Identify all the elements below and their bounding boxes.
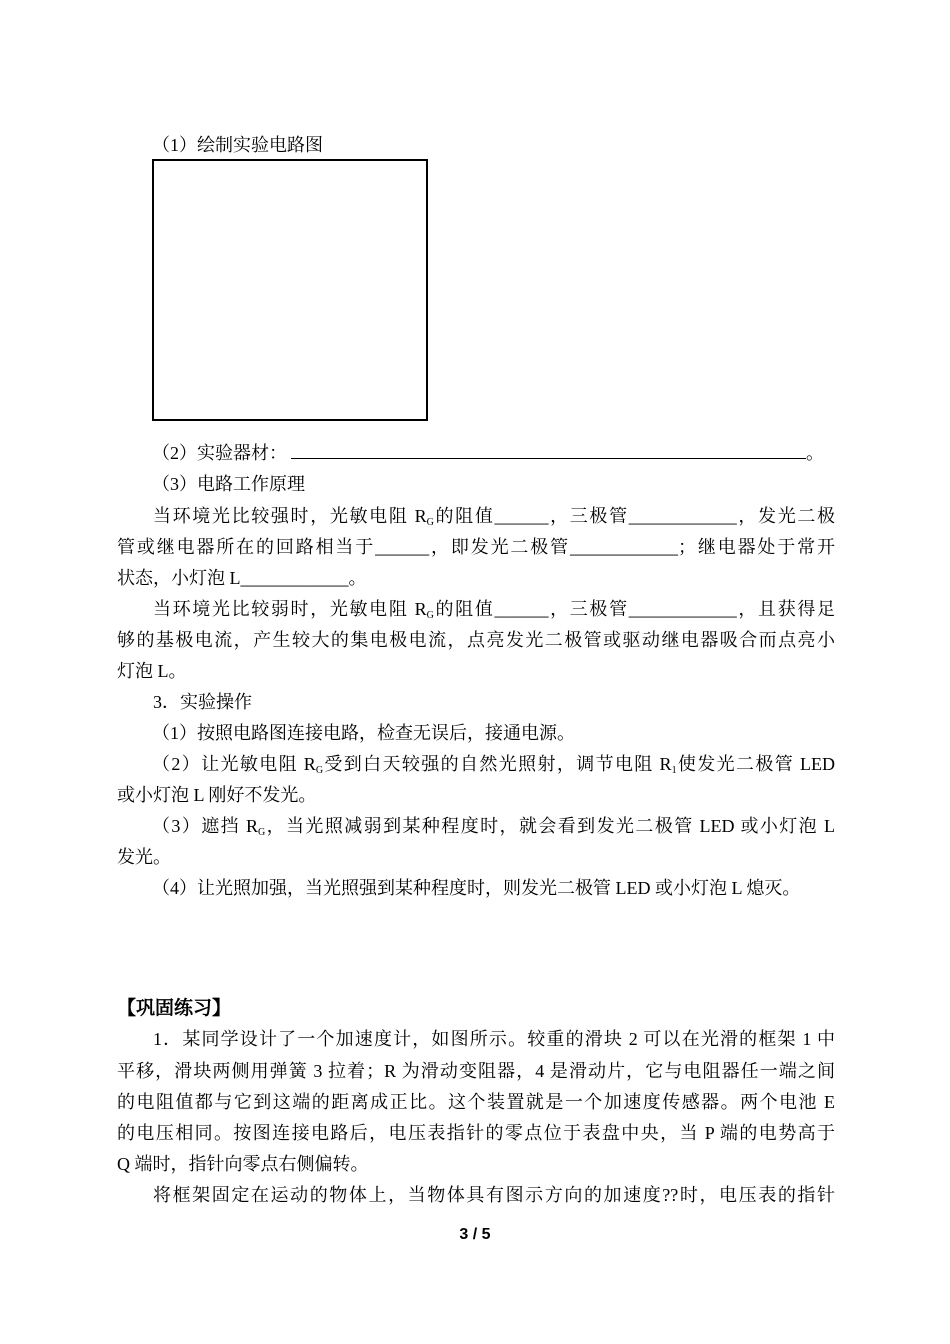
subscript: G xyxy=(426,517,434,528)
text-segment: 管或继电器所在的回路相当于______，即发光二极管____________；继电器处于常开 xyxy=(117,537,835,557)
text-segment: 当环境光比较弱时，光敏电阻 R xyxy=(153,599,427,619)
text-segment: 的电阻值都与它到这端的距离成正比。这个装置就是一个加速度传感器。两个电池 E xyxy=(117,1092,835,1112)
text-segment: 将框架固定在运动的物体上，当物体具有图示方向的加速度??时，电压表的指针 xyxy=(153,1185,835,1205)
text-line xyxy=(117,752,835,776)
text-segment: （2）实验器材： xyxy=(152,443,287,463)
subscript: G xyxy=(257,827,266,838)
text-line xyxy=(117,1183,835,1207)
text-line xyxy=(117,504,835,528)
text-line xyxy=(117,1027,835,1051)
text-line xyxy=(117,597,835,621)
text-segment: （1）按照电路图连接电路，检查无误后，接通电源。 xyxy=(152,723,575,743)
subscript: G xyxy=(426,610,434,621)
text-segment: 的电压相同。按图连接电路后，电压表指针的零点位于表盘中央，当 P 端的电势高于 xyxy=(117,1123,835,1143)
text-line xyxy=(117,472,835,496)
section-heading: 【巩固练习】 xyxy=(117,997,232,1019)
text-segment: ，当光照减弱到某种程度时，就会看到发光二极管 LED 或小灯泡 L xyxy=(265,816,835,836)
circuit-drawing-box xyxy=(152,159,428,421)
text-segment: Q 端时，指针向零点右侧偏转。 xyxy=(117,1154,369,1174)
text-segment: （3）电路工作原理 xyxy=(152,474,305,494)
text-line xyxy=(117,628,835,652)
text-segment: 。 xyxy=(806,443,824,463)
text-segment: 3．实验操作 xyxy=(153,692,252,712)
text-line xyxy=(117,814,835,838)
text-segment: 受到白天较强的自然光照射，调节电阻 R xyxy=(323,754,672,774)
text-segment: （3）遮挡 R xyxy=(152,816,258,836)
text-line xyxy=(117,1121,835,1145)
text-segment: 1．某同学设计了一个加速度计，如图所示。较重的滑块 2 可以在光滑的框架 1 中 xyxy=(153,1029,835,1049)
text-line xyxy=(117,690,835,714)
text-line xyxy=(117,441,835,465)
text-segment: （4）让光照加强，当光照强到某种程度时，则发光二极管 LED 或小灯泡 L 熄灭。 xyxy=(152,878,801,898)
text-line xyxy=(117,1090,835,1114)
text-line xyxy=(117,721,835,745)
text-segment: 状态，小灯泡 L____________。 xyxy=(117,568,367,588)
text-segment: 或小灯泡 L 刚好不发光。 xyxy=(117,785,317,805)
subscript: G xyxy=(315,765,324,776)
text-line xyxy=(117,1059,835,1083)
text-line xyxy=(117,845,835,869)
text-segment: 灯泡 L。 xyxy=(117,661,187,681)
text-segment: （1）绘制实验电路图 xyxy=(152,135,323,155)
text-segment: 当环境光比较强时，光敏电阻 R xyxy=(153,506,427,526)
text-segment: 够的基极电流，产生较大的集电极电流，点亮发光二极管或驱动继电器吸合而点亮小 xyxy=(117,630,835,650)
page-number: 3 / 5 xyxy=(459,1226,491,1243)
text-line xyxy=(117,1152,835,1176)
text-line xyxy=(117,566,835,590)
text-line xyxy=(117,876,835,900)
text-segment: 使发光二极管 LED xyxy=(676,754,835,774)
text-line xyxy=(117,783,835,807)
text-line xyxy=(117,535,835,559)
text-segment: 的阻值______，三极管____________，发光二极 xyxy=(433,506,835,526)
text-segment: （2）让光敏电阻 R xyxy=(152,754,316,774)
subscript: 1 xyxy=(671,765,677,776)
fill-in-blank xyxy=(291,442,806,459)
text-segment: 发光。 xyxy=(117,847,171,867)
text-segment: 的阻值______，三极管____________，且获得足 xyxy=(433,599,835,619)
text-line xyxy=(117,659,835,683)
text-line xyxy=(117,133,835,157)
text-segment: 平移，滑块两侧用弹簧 3 拉着；R 为滑动变阻器，4 是滑动片，它与电阻器任一端之间 xyxy=(117,1061,835,1081)
